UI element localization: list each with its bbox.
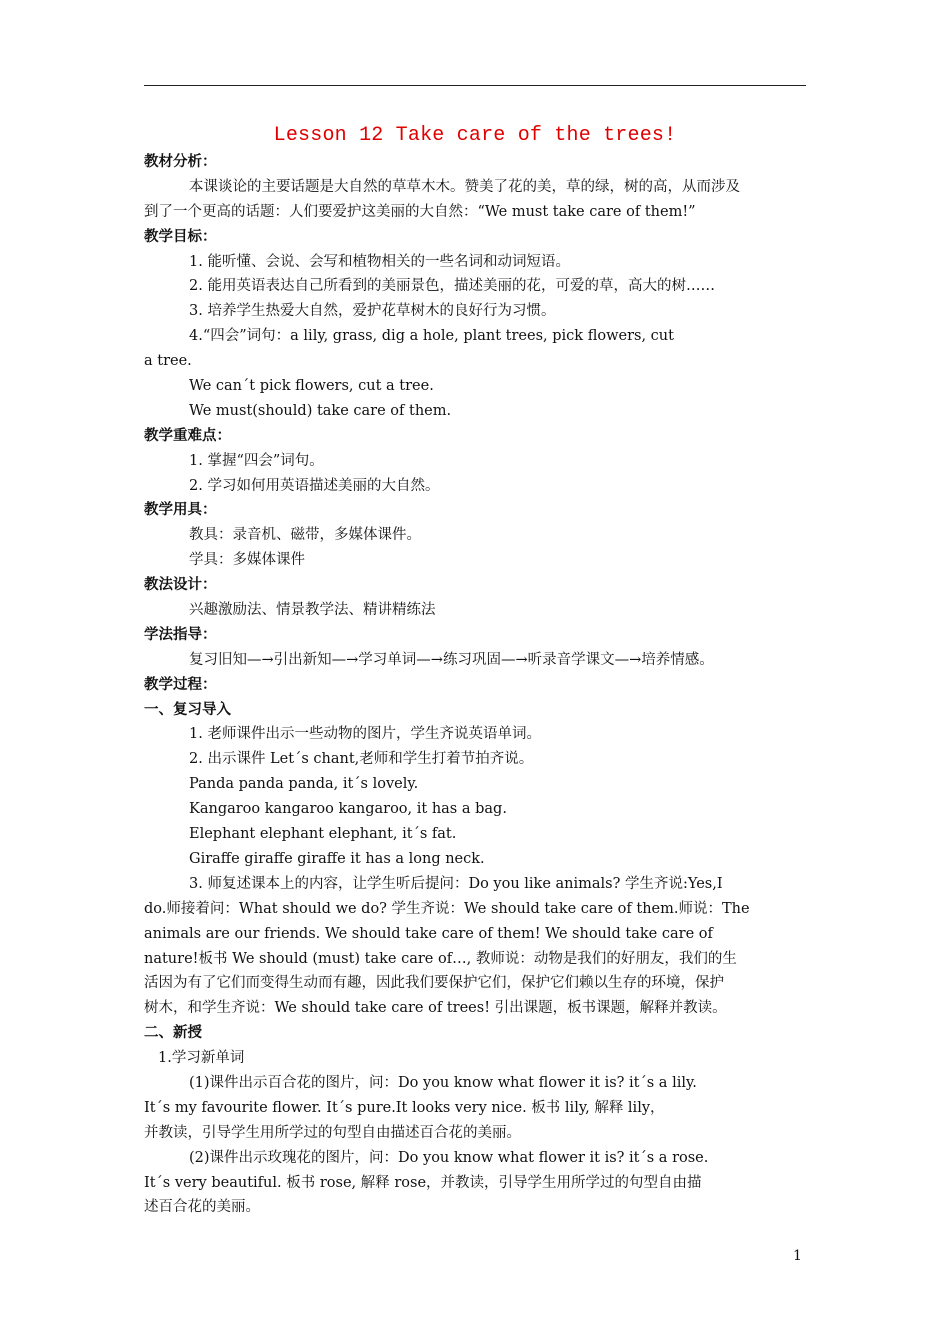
paragraph-line: (2)课件出示玫瑰花的图片，问：Do you know what flower it is? it´s a rose. [189,1149,709,1166]
subsection-heading-review: 一、复习导入 [144,701,231,718]
list-item: 4.“四会”词句：a lily, grass, dig a hole, plant trees, pick flowers, cut [189,328,674,345]
list-item: 2. 出示课件 Let´s chant,老师和学生打着节拍齐说。 [189,751,534,768]
section-heading-process: 教学过程： [144,676,217,693]
page-title: Lesson 12 Take care of the trees! [273,124,677,147]
chant-line: Panda panda panda, it´s lovely. [189,776,419,793]
list-item: 3. 培养学生热爱大自然，爱护花草树木的良好行为习惯。 [189,303,556,320]
paragraph-line: 活因为有了它们而变得生动而有趣，因此我们要保护它们，保护它们赖以生存的环境，保护 [144,975,724,992]
paragraph-line: 本课谈论的主要话题是大自然的草草木木。赞美了花的美，草的绿，树的高，从而涉及 [189,178,740,195]
list-item: 2. 能用英语表达自己所看到的美丽景色，描述美丽的花，可爱的草，高大的树…… [189,278,715,295]
list-item: 2. 学习如何用英语描述美丽的大自然。 [189,477,440,494]
list-item: 1. 掌握“四会”词句。 [189,452,324,469]
paragraph-line: 述百合花的美丽。 [144,1199,260,1216]
list-item: 1. 老师课件出示一些动物的图片，学生齐说英语单词。 [189,726,541,743]
chant-line: Elephant elephant elephant, it´s fat. [189,826,457,843]
list-item: 1.学习新单词 [158,1050,245,1067]
paragraph-line: animals are our friends. We should take care of them! We should take care of [144,925,713,942]
section-heading-learning: 学法指导： [144,626,217,643]
page-number: 1 [793,1248,802,1264]
paragraph-line: 并教读，引导学生用所学过的句型自由描述百合花的美丽。 [144,1124,521,1141]
paragraph-line: 树木，和学生齐说：We should take care of trees! 引出课题，板书课题，解释并教读。 [144,1000,727,1017]
subsection-heading-new: 二、新授 [144,1025,202,1042]
chant-line: Giraffe giraffe giraffe it has a long neck. [189,850,485,867]
section-heading-methods: 教法设计： [144,577,217,594]
paragraph-line: 兴趣激励法、情景教学法、精讲精练法 [189,602,436,619]
section-heading-materials: 教学用具： [144,502,217,519]
section-heading-key-points: 教学重难点： [144,427,231,444]
list-item-continuation: a tree. [144,353,192,370]
paragraph-line: nature!板书 We should (must) take care of…, 教师说：动物是我们的好朋友，我们的生 [144,950,737,967]
header-rule [144,85,806,86]
list-item: 1. 能听懂、会说、会写和植物相关的一些名词和动词短语。 [189,253,570,270]
paragraph-line: do.师接着问：What should we do? 学生齐说：We should take care of them.师说：The [144,900,750,917]
chant-line: Kangaroo kangaroo kangaroo, it has a bag. [189,801,507,818]
paragraph-line: 3. 师复述课本上的内容，让学生听后提问：Do you like animals? 学生齐说:Yes,I [189,875,723,892]
section-heading-analysis: 教材分析： [144,154,217,170]
paragraph-line: (1)课件出示百合花的图片，问：Do you know what flower it is? it´s a lily. [189,1074,697,1091]
paragraph-line: 复习旧知—→引出新知—→学习单词—→练习巩固—→听录音学课文—→培养情感。 [189,651,714,668]
paragraph-line: It´s very beautiful. 板书 rose, 解释 rose，并教读，引导学生用所学过的句型自由描 [144,1174,702,1191]
paragraph-line: 到了一个更高的话题：人们要爱护这美丽的大自然：“We must take care of them!” [144,203,696,220]
sentence-line: We can´t pick flowers, cut a tree. [189,378,434,395]
list-item: 教具：录音机、磁带，多媒体课件。 [189,527,421,544]
sentence-line: We must(should) take care of them. [189,402,452,419]
section-heading-goals: 教学目标： [144,228,217,245]
paragraph-line: It´s my favourite flower. It´s pure.It looks very nice. 板书 lily, 解释 lily， [144,1099,665,1116]
list-item: 学具：多媒体课件 [189,552,305,569]
document-body [144,150,806,1220]
